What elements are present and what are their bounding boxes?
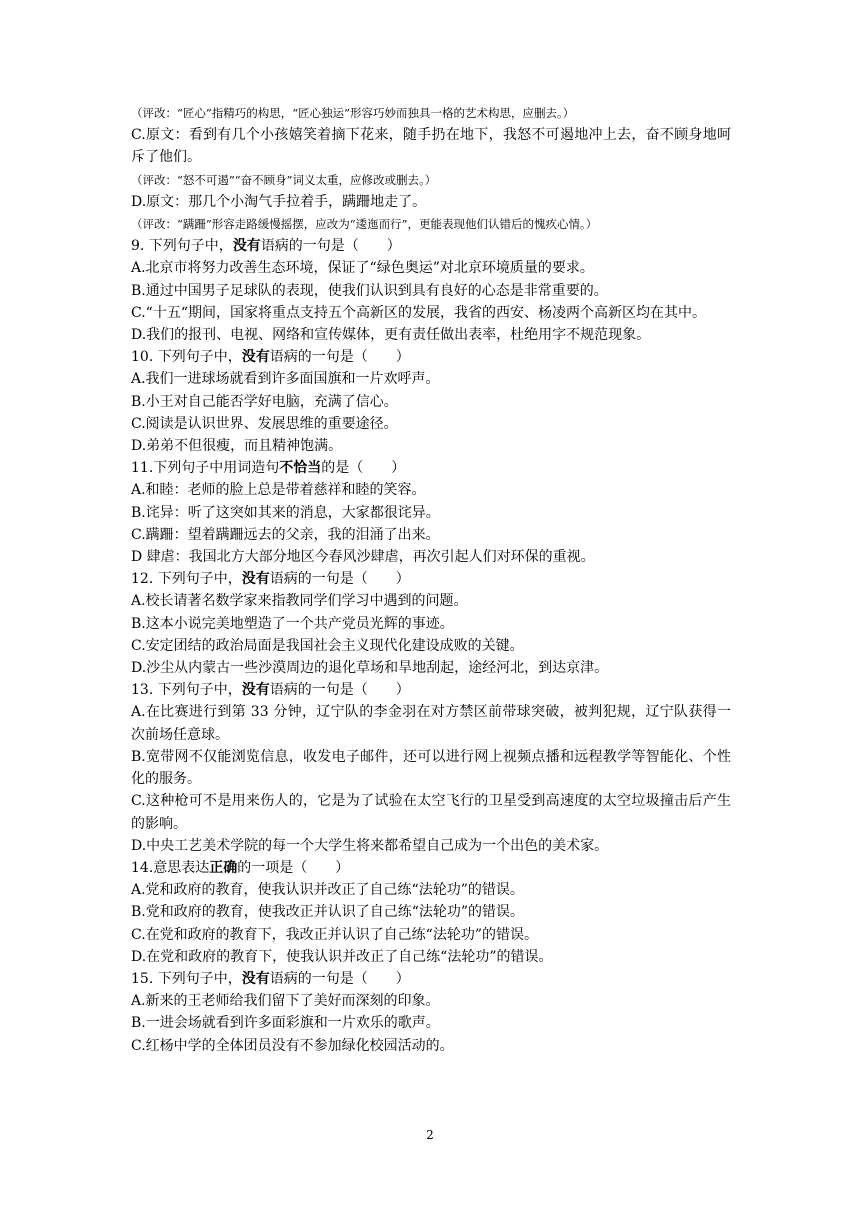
page-number: 2	[426, 1128, 434, 1142]
text-line: A.我们一进球场就看到许多面国旗和一片欢呼声。	[131, 371, 440, 388]
question-heading	[131, 857, 731, 879]
question-text: 10. 下列句子中，	[131, 349, 242, 366]
text-line: D.沙尘从内蒙古一些沙漠周边的退化草场和旱地刮起，途经河北，到达京津。	[131, 660, 609, 677]
question-text: 12. 下列句子中，	[131, 571, 242, 588]
text-line: B.小王对自己能否学好电脑，充满了信心。	[131, 393, 398, 410]
text-line: B.通过中国男子足球队的表现，使我们认识到具有良好的心态是非常重要的。	[131, 282, 608, 299]
text-line: A.校长请著名数学家来指教同学们学习中遇到的问题。	[131, 593, 468, 610]
text-line: B.党和政府的教育，使我改正并认识了自己练“法轮功”的错误。	[131, 904, 525, 921]
question-heading	[131, 679, 731, 701]
text-line: C.蹒跚：望着蹒跚远去的父亲，我的泪涌了出来。	[131, 526, 440, 543]
question-emphasis: 没有	[241, 571, 270, 588]
text-line: B.一进会场就看到许多面彩旗和一片欢乐的歌声。	[131, 1015, 440, 1032]
text-line: B.这本小说完美地塑造了一个共产党员光辉的事迹。	[131, 615, 454, 632]
question-emphasis: 没有	[241, 349, 270, 366]
revision-note: （评改：“怒不可遏”“奋不顾身”词义太重，应修改或删去。）	[131, 172, 437, 187]
text-line: A.新来的王老师给我们留下了美好而深刻的印象。	[131, 993, 440, 1010]
question-text: 的是（ ）	[321, 460, 406, 477]
question-text: 的一项是（ ）	[237, 859, 350, 876]
text-line: D.中央工艺美术学院的每一个大学生将来都希望自己成为一个出色的美术家。	[131, 837, 609, 854]
document-body	[131, 102, 731, 1057]
question-text: 语病的一句是（ ）	[269, 682, 410, 699]
question-emphasis: 没有	[241, 970, 270, 987]
revision-note: （评改：“匠心”指精巧的构思，“匠心独运”形容巧妙而独具一格的艺术构思，应删去。）	[131, 106, 575, 120]
text-line: D.弟弟不但很瘦，而且精神饱满。	[131, 438, 343, 455]
question-text: 15. 下列句子中，	[131, 970, 242, 987]
text-line: C.安定团结的政治局面是我国社会主义现代化建设成败的关键。	[131, 637, 524, 654]
text-line: A.北京市将努力改善生态环境，保证了“绿色奥运”对北京环境质量的要求。	[131, 260, 594, 277]
question-emphasis: 没有	[241, 682, 270, 699]
text-line: C.红杨中学的全体团员没有不参加绿化校园活动的。	[131, 1037, 454, 1054]
text-line: C.在党和政府的教育下，我改正并认识了自己练“法轮功”的错误。	[131, 926, 538, 943]
question-text: 11.下列句子中用词造句	[131, 460, 280, 477]
text-line: D.我们的报刊、电视、网络和宣传媒体，更有责任做出表率，杜绝用字不规范现象。	[131, 327, 651, 344]
text-line: D.在党和政府的教育下，使我认识并改正了自己练“法轮功”的错误。	[131, 948, 553, 965]
text-line: D 肆虐：我国北方大部分地区今春风沙肆虐，再次引起人们对环保的重视。	[131, 549, 595, 566]
text-line: A.和睦：老师的脸上总是带着慈祥和睦的笑容。	[131, 482, 426, 499]
question-text: 14.意思表达	[131, 859, 210, 876]
question-text: 9. 下列句子中，	[131, 238, 233, 255]
question-text: 语病的一句是（ ）	[269, 571, 410, 588]
text-line: C.这种枪可不是用来伤人的，它是为了试验在太空飞行的卫星受到高速度的太空垃圾撞击后产生的影响。	[131, 793, 731, 832]
question-heading	[131, 235, 731, 257]
question-emphasis: 没有	[232, 238, 261, 255]
question-text: 13. 下列句子中，	[131, 682, 242, 699]
text-line: D.原文：那几个小淘气手拉着手，蹒跚地走了。	[131, 193, 427, 210]
text-line: C.原文：看到有几个小孩嬉笑着摘下花来，随手扔在地下，我怒不可遏地冲上去，奋不顾身地呵斥了他们。	[131, 127, 731, 166]
text-line: C.阅读是认识世界、发展思维的重要途径。	[131, 415, 398, 432]
question-text: 语病的一句是（ ）	[269, 349, 410, 366]
revision-note: （评改：“蹒跚”形容走路缓慢摇摆，应改为“逶迤而行”，更能表现他们认错后的愧疚心情。）	[131, 217, 598, 232]
text-line: C.“十五“期间，国家将重点支持五个高新区的发展，我省的西安、杨凌两个高新区均在其中。	[131, 304, 706, 321]
question-heading	[131, 346, 731, 368]
text-line: B.诧异：听了这突如其来的消息，大家都很诧异。	[131, 504, 440, 521]
question-heading	[131, 457, 731, 479]
question-heading	[131, 968, 731, 990]
question-text: 语病的一句是（ ）	[269, 970, 410, 987]
text-line: A.党和政府的教育，使我认识并改正了自己练“法轮功”的错误。	[131, 882, 524, 899]
text-line: B.宽带网不仅能浏览信息，收发电子邮件，还可以进行网上视频点播和远程教学等智能化、个性化的服务。	[131, 748, 731, 788]
question-emphasis: 正确	[209, 859, 238, 876]
question-text: 语病的一句是（ ）	[260, 238, 401, 255]
text-line: A.在比赛进行到第 33 分钟，辽宁队的李金羽在对方禁区前带球突破，被判犯规，辽宁队获得一次前场任意球。	[131, 704, 731, 743]
question-heading	[131, 568, 731, 590]
question-emphasis: 不恰当	[279, 460, 322, 477]
